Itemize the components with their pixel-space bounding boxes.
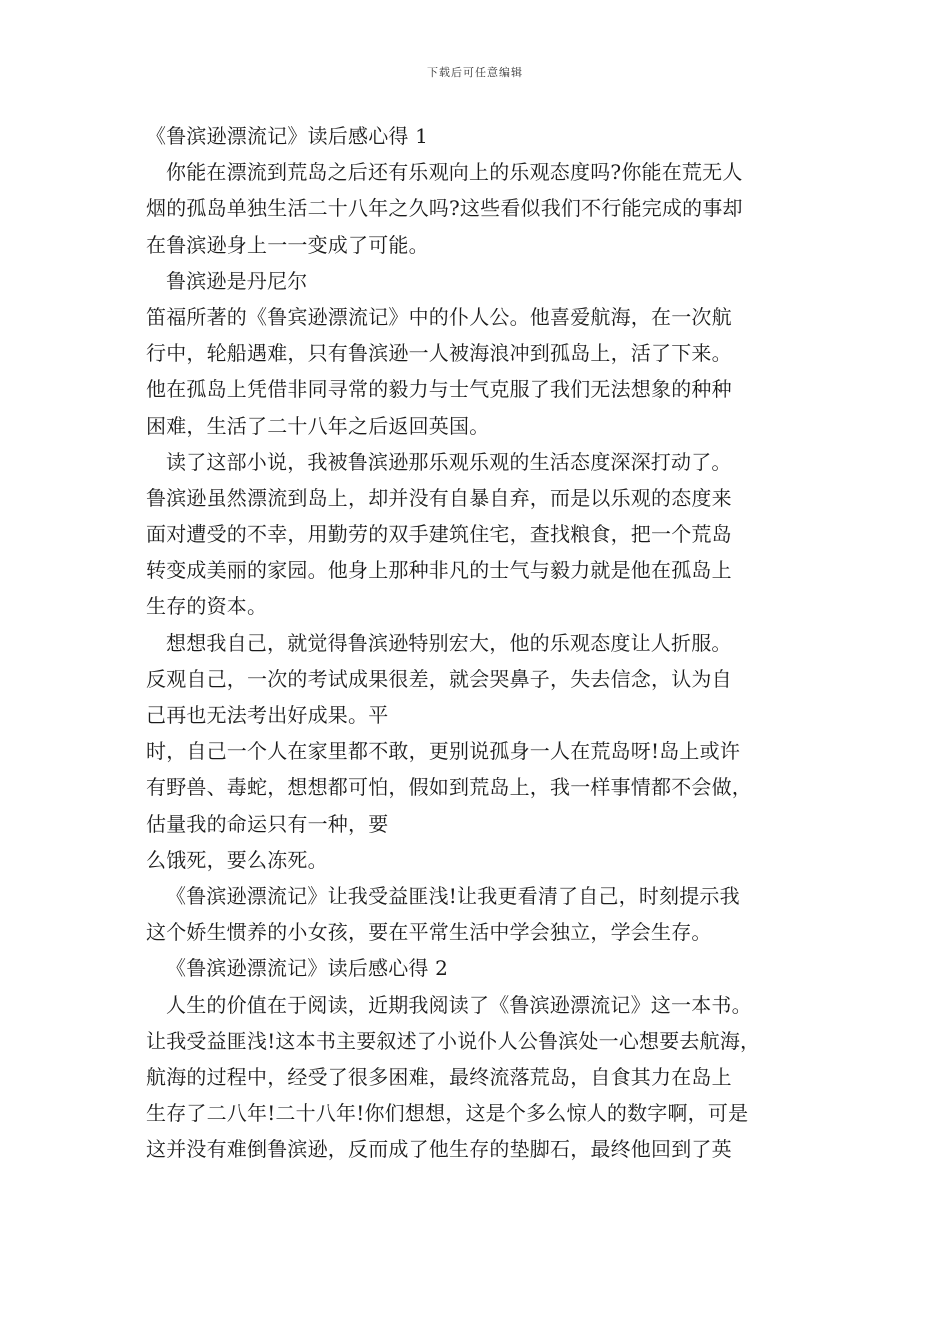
text-line: 《鲁滨逊漂流记》读后感心得 1 bbox=[146, 124, 429, 148]
text-line: 生存的资本。 bbox=[146, 594, 268, 619]
text-line: 烟的孤岛单独生活二十八年之久吗?这些看似我们不行能完成的事却 bbox=[146, 196, 743, 221]
text-line: 生存了二八年!二十八年!你们想想，这是个多么惊人的数字啊，可是 bbox=[146, 1101, 749, 1126]
text-line: 行中，轮船遇难，只有鲁滨逊一人被海浪冲到孤岛上，活了下来。 bbox=[146, 341, 732, 366]
text-line: 航海的过程中，经受了很多困难，最终流落荒岛，自食其力在岛上 bbox=[146, 1064, 732, 1089]
text-line: 读了这部小说，我被鲁滨逊那乐观乐观的生活态度深深打动了。 bbox=[166, 449, 732, 474]
text-line: 时，自己一个人在家里都不敢，更别说孤身一人在荒岛呀!岛上或许 bbox=[146, 739, 741, 764]
text-line: 《鲁滨逊漂流记》读后感心得 2 bbox=[166, 956, 449, 981]
page-header: 下载后可任意编辑 bbox=[427, 66, 523, 79]
text-line: 鲁滨逊是丹尼尔 bbox=[166, 268, 308, 293]
text-line: 鲁滨逊虽然漂流到岛上，却并没有自暴自弃，而是以乐观的态度来 bbox=[146, 485, 732, 510]
text-line: 面对遭受的不幸，用勤劳的双手建筑住宅，查找粮食，把一个荒岛 bbox=[146, 522, 732, 547]
text-line: 转变成美丽的家园。他身上那种非凡的士气与毅力就是他在孤岛上 bbox=[146, 558, 732, 583]
document-body bbox=[146, 118, 816, 1167]
text-line: 他在孤岛上凭借非同寻常的毅力与士气克服了我们无法想象的种种 bbox=[146, 377, 732, 402]
text-line: 你能在漂流到荒岛之后还有乐观向上的乐观态度吗?你能在荒无人 bbox=[166, 160, 743, 185]
text-line: 想想我自己，就觉得鲁滨逊特别宏大，他的乐观态度让人折服。 bbox=[166, 630, 732, 655]
text-line: 困难，生活了二十八年之后返回英国。 bbox=[146, 413, 490, 438]
text-line: 这个娇生惯养的小女孩，要在平常生活中学会独立，学会生存。 bbox=[146, 920, 712, 945]
text-line: 己再也无法考出好成果。平 bbox=[146, 703, 389, 727]
text-line: 反观自己，一次的考试成果很差，就会哭鼻子，失去信念，认为自 bbox=[146, 666, 732, 691]
text-line: 估量我的命运只有一种，要 bbox=[146, 811, 389, 836]
text-line: 有野兽、毒蛇，想想都可怕，假如到荒岛上，我一样事情都不会做， bbox=[146, 775, 752, 800]
text-line: 笛福所著的《鲁宾逊漂流记》中的仆人公。他喜爱航海，在一次航 bbox=[146, 304, 732, 329]
text-line: 在鲁滨逊身上一一变成了可能。 bbox=[146, 232, 429, 257]
text-line: 这并没有难倒鲁滨逊，反而成了他生存的垫脚石，最终他回到了英 bbox=[146, 1137, 732, 1162]
text-line: 让我受益匪浅!这本书主要叙述了小说仆人公鲁滨处一心想要去航海， bbox=[146, 1028, 761, 1053]
text-line: 《鲁滨逊漂流记》让我受益匪浅!让我更看清了自己，时刻提示我 bbox=[166, 883, 740, 908]
text-line: 么饿死，要么冻死。 bbox=[146, 847, 328, 872]
text-line: 人生的价值在于阅读，近期我阅读了《鲁滨逊漂流记》这一本书。 bbox=[166, 992, 752, 1017]
